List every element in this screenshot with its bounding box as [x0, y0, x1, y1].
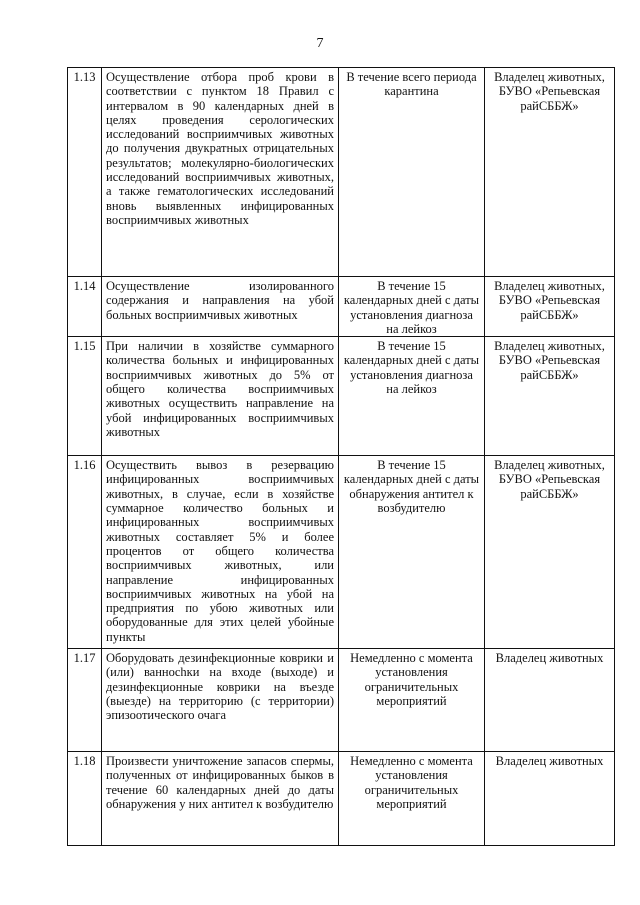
responsible-cell: Владелец животных, БУВО «Репьевская райСББЖ» [485, 277, 615, 337]
deadline-cell: В течение 15 календарных дней с даты обнаружения антител к возбудителю [339, 456, 485, 649]
action-cell: Осуществление отбора проб крови в соответствии с пунктом 18 Правил с интервалом в 90 календарных дней в целях проведения серологических исследований восприимчивых животных до получения двукратных отрицательных результатов; молекулярно-биологических исследований восприимчивых животных, а также гематологических исследований вновь выявленных инфицированных восприимчивых животных [102, 68, 339, 277]
table-row [68, 752, 615, 846]
row-number: 1.18 [68, 752, 102, 846]
table-row [68, 649, 615, 752]
row-number: 1.17 [68, 649, 102, 752]
table-row [68, 68, 615, 277]
row-number: 1.13 [68, 68, 102, 277]
row-number: 1.15 [68, 337, 102, 456]
table-row [68, 337, 615, 456]
action-cell: При наличии в хозяйстве суммарного количества больных и инфицированных восприимчивых животных до 5% от общего количества восприимчивых животных осуществить направление на убой инфицированных восприимчивых животных [102, 337, 339, 456]
deadline-cell: Немедленно с момента установления ограничительных мероприятий [339, 649, 485, 752]
measures-table [67, 67, 615, 846]
deadline-cell: В течение 15 календарных дней с даты установления диагноза на лейкоз [339, 337, 485, 456]
action-cell: Оборудовать дезинфекционные коврики и (или) ваннochки на входе (выходе) и дезинфекционные коврики на въезде (выезде) на территорию (с территории) эпизоотического очага [102, 649, 339, 752]
responsible-cell: Владелец животных, БУВО «Репьевская райСББЖ» [485, 68, 615, 277]
page-number: 7 [316, 36, 324, 51]
deadline-cell: В течение всего периода карантина [339, 68, 485, 277]
row-number: 1.14 [68, 277, 102, 337]
deadline-cell: В течение 15 календарных дней с даты установления диагноза на лейкоз [339, 277, 485, 337]
responsible-cell: Владелец животных, БУВО «Репьевская райСББЖ» [485, 337, 615, 456]
row-number: 1.16 [68, 456, 102, 649]
action-cell: Осуществление изолированного содержания и направления на убой больных восприимчивых животных [102, 277, 339, 337]
responsible-cell: Владелец животных, БУВО «Репьевская райСББЖ» [485, 456, 615, 649]
action-cell: Осуществить вывоз в резервацию инфицированных восприимчивых животных, в случае, если в хозяйстве суммарное количество больных и инфицированных восприимчивых животных составляет 5% и более процентов от общего количества восприимчивых животных, или направление инфицированных восприимчивых животных на убой на предприятия по убою животных или оборудованные для этих целей убойные пункты [102, 456, 339, 649]
table-row [68, 277, 615, 337]
table-row [68, 456, 615, 649]
responsible-cell: Владелец животных [485, 752, 615, 846]
responsible-cell: Владелец животных [485, 649, 615, 752]
action-cell: Произвести уничтожение запасов спермы, полученных от инфицированных быков в течение 60 календарных дней до даты обнаружения у них антител к возбудителю [102, 752, 339, 846]
deadline-cell: Немедленно с момента установления ограничительных мероприятий [339, 752, 485, 846]
